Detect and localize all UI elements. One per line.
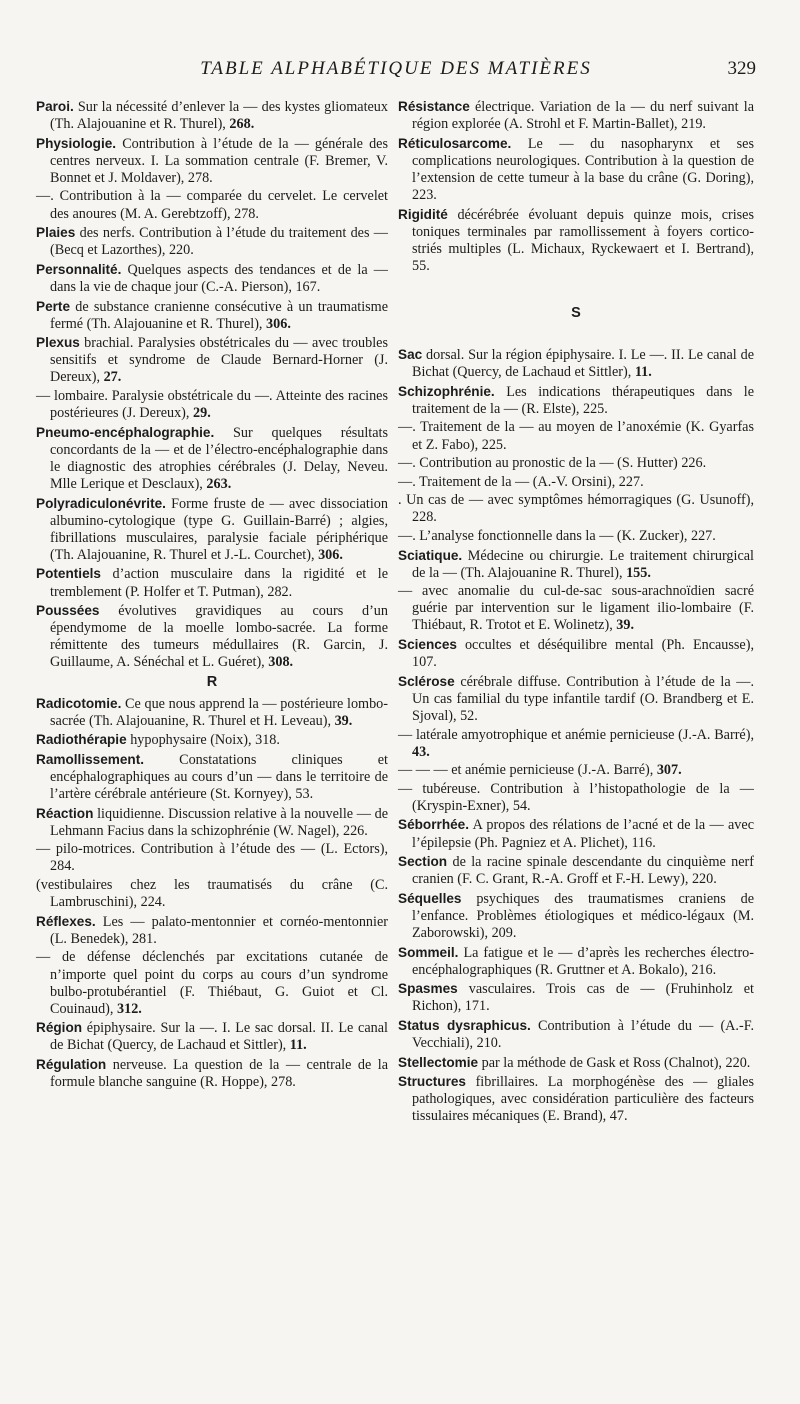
entry-keyword: Spasmes — [398, 981, 458, 997]
index-entry — [398, 816, 754, 851]
entry-text: — tubéreuse. Contribution à l’histopathologie de la — (Kryspin-Exner), 54. — [398, 780, 754, 814]
entry-text: —. L’analyse fonctionnelle dans la — (K. Zucker), 227. — [398, 527, 716, 544]
entry-keyword: Réticulosarcome. — [398, 135, 512, 151]
section-letter-s: S — [571, 304, 581, 321]
left-column — [36, 98, 388, 1093]
entry-text: — — — et anémie pernicieuse (J.-A. Barré), — [398, 762, 657, 779]
entry-text: décérébrée évoluant depuis quinze mois, crises toniques terminales par ramollissement à foyers cortico-striés multiples (L. Michaux, Ryckewaert et I. Bertrand), 55. — [412, 206, 754, 274]
entry-page-ref: 263. — [206, 475, 232, 492]
entry-keyword: Plaies — [36, 225, 76, 241]
index-entry — [398, 455, 754, 472]
index-entry — [398, 853, 754, 888]
entry-keyword: Sciatique. — [398, 547, 463, 563]
index-entry — [36, 913, 388, 948]
index-entry — [36, 695, 388, 730]
index-entry — [398, 980, 754, 1015]
entry-text: liquidienne. Discussion relative à la nouvelle — de Lehmann Facius dans la schizophrénie (W. Nagel), 226. — [50, 805, 388, 839]
index-entry — [36, 188, 388, 222]
entry-text: nerveuse. La question de la — centrale de la formule blanche sanguine (R. Hoppe), 278. — [50, 1056, 388, 1091]
entry-text: Quelques aspects des tendances et de la — dans la vie de chaque jour (C.-A. Pierson), 167. — [50, 261, 388, 295]
entry-text: — avec anomalie du cul-de-sac sous-arachnoïdien sacré guérie par intervention sur le ligament ilio-lombaire (F. Thiébaut, R. Trotot et E. Wolinetz), — [398, 583, 754, 634]
entry-text: des nerfs. Contribution à l’étude du traitement des — (Becq et Lazorthes), 220. — [50, 225, 388, 259]
index-entry — [398, 781, 754, 815]
entry-text: occultes et déséquilibre mental (Ph. Encausse), 107. — [412, 637, 754, 671]
entries-s — [398, 346, 754, 1126]
index-entry — [398, 1073, 754, 1125]
entry-keyword: Radicotomie. — [36, 695, 122, 711]
entry-text: —. Contribution au pronostic de la — (S. Hutter) 226. — [398, 455, 707, 472]
entry-text: Le — du nasopharynx et ses complications neurologiques. Contribution à la question de l’extension de cette tumeur à la base du crâne (G. Doring), 223. — [412, 135, 754, 203]
entry-text: épiphysaire. Sur la —. I. Le sac dorsal. II. Le canal de Bichat (Quercy, de Lachaud et Sittler), — [50, 1020, 388, 1054]
entry-text: Les — palato-mentonnier et cornéo-mentonnier (L. Benedek), 281. — [50, 913, 388, 947]
entry-text: cérébrale diffuse. Contribution à l’étude de la —. Un cas familial du type infantile tardif (O. Brandberg et E. Sjoval), 52. — [412, 673, 754, 724]
entry-text: brachial. Paralysies obstétricales du — avec troubles sensitifs et syndrome de Claude Bernard-Horner (J. Dereux), — [50, 335, 388, 386]
entries-r-right — [398, 98, 754, 275]
entry-keyword: Status dysraphicus. — [398, 1018, 531, 1033]
entry-keyword: Régulation — [36, 1056, 107, 1072]
index-entry — [36, 877, 388, 911]
entry-keyword: Rigidité — [398, 206, 448, 222]
entry-text: Sur quelques résultats concordants de la — et de l’électro-encéphalographie dans le diagnostic des atrophies cérébrales (J. Delay, Neveu. Mlle Lerique et Desclaux), — [50, 424, 388, 492]
index-entry — [398, 135, 754, 204]
entry-page-ref: 308. — [268, 654, 294, 671]
entry-text: Les indications thérapeutiques dans le traitement de la — (R. Elste), 225. — [412, 383, 754, 417]
entry-page-ref: 306. — [318, 546, 343, 563]
entry-keyword: Plexus — [36, 335, 80, 351]
entry-text: Ce que nous apprend la — postérieure lombo-sacrée (Th. Alajouanine, R. Thurel et H. Leveau), — [50, 695, 388, 729]
index-entry — [398, 474, 754, 491]
index-entry — [398, 98, 754, 133]
index-entry — [36, 602, 388, 671]
page-header — [36, 58, 756, 88]
index-entry — [398, 890, 754, 942]
entry-text: — de défense déclenchés par excitations cutanée de n’importe quel point du corps au cours d’un syndrome bulbo-protubérantiel (F. Thiébaut, G. Guiot et Cl. Couinaud), — [36, 949, 388, 1017]
entry-keyword: Section — [398, 854, 448, 870]
index-entry — [36, 731, 388, 749]
entry-keyword: Réflexes. — [36, 913, 96, 929]
entries-r-left — [36, 695, 388, 1092]
entry-page-ref: 312. — [117, 1000, 142, 1017]
entry-page-ref: 11. — [634, 364, 652, 381]
entry-keyword: Personnalité. — [36, 261, 122, 277]
index-entry — [36, 424, 388, 493]
entry-page-ref: 268. — [229, 116, 255, 133]
index-entry — [36, 298, 388, 333]
entries-p — [36, 98, 388, 672]
entry-text: . Un cas de — avec symptômes hémorragiques (G. Usunoff), 228. — [398, 492, 754, 526]
entry-keyword: Résistance — [398, 99, 470, 114]
entry-text: —. Traitement de la — au moyen de l’anoxémie (K. Gyarfas et Z. Fabo), 225. — [398, 419, 754, 453]
index-entry — [36, 841, 388, 875]
index-entry — [36, 135, 388, 187]
entry-text: —. Contribution à la — comparée du cervelet. Le cervelet des anoures (M. A. Gerebtzoff), 278. — [36, 188, 388, 222]
entry-keyword: Ramollissement. — [36, 751, 145, 767]
entry-keyword: Radiothérapie — [36, 732, 127, 748]
index-entry — [398, 547, 754, 582]
entry-text: — pilo-motrices. Contribution à l’étude des — (L. Ectors), 284. — [36, 841, 388, 875]
entry-text: Contribution à l’étude de la — générale des centres nerveux. I. La sommation centrale (F. Bremer, V. Bonnet et J. Moldaver), 278. — [50, 135, 388, 186]
index-entry — [36, 495, 388, 564]
entry-page-ref: 307. — [656, 762, 682, 779]
entry-page-ref: 155. — [626, 564, 651, 581]
entry-text: Médecine ou chirurgie. Le traitement chirurgical de la — (Th. Alajouanine R. Thurel), — [412, 547, 754, 581]
entry-keyword: Perte — [36, 298, 71, 314]
entry-keyword: Réaction — [36, 805, 94, 821]
right-column — [398, 98, 754, 1127]
entry-text: Sur la nécessité d’enlever la — des kystes gliomateux (Th. Alajouanine et R. Thurel), — [50, 99, 388, 133]
index-entry — [398, 762, 754, 779]
index-entry — [36, 751, 388, 803]
index-entry — [36, 949, 388, 1017]
index-entry — [398, 727, 754, 761]
index-entry — [36, 565, 388, 600]
entry-keyword: Pneumo-encéphalographie. — [36, 424, 215, 440]
page-number: 329 — [727, 58, 756, 79]
index-entry — [398, 583, 754, 634]
entry-text: fibrillaires. La morphogénèse des — gliales pathologiques, avec considération particulière des facteurs tissulaires mécaniques (E. Brand), 47. — [412, 1074, 754, 1125]
entry-page-ref: 29. — [193, 405, 211, 422]
section-letter-r: R — [206, 673, 218, 690]
entry-keyword: Stellectomie — [398, 1054, 479, 1070]
entry-text: Contribution à l’étude du — (A.-F. Vecchiali), 210. — [412, 1018, 754, 1052]
index-entry — [398, 636, 754, 671]
entry-text: vasculaires. Trois cas de — (Fruhinholz et Richon), 171. — [412, 981, 754, 1015]
index-entry — [36, 98, 388, 133]
entry-keyword: Sommeil. — [398, 944, 459, 960]
entry-keyword: Structures — [398, 1074, 466, 1090]
entry-text: électrique. Variation de la — du nerf suivant la région explorée (A. Strohl et F. Martin-Ballet), 219. — [412, 99, 754, 133]
entry-text: La fatigue et le — d’après les recherches électro-encéphalographiques (R. Gruttner et A. Bokalo), 216. — [412, 944, 754, 978]
index-entry — [36, 805, 388, 840]
index-entry — [398, 346, 754, 381]
index-entry — [398, 492, 754, 526]
index-entry — [398, 528, 754, 545]
entry-page-ref: 27. — [103, 369, 122, 386]
entry-text: — latérale amyotrophique et anémie pernicieuse (J.-A. Barré), — [398, 726, 754, 743]
index-entry — [36, 1019, 388, 1054]
entry-page-ref: 306. — [266, 315, 291, 332]
entry-keyword: Potentiels — [36, 566, 101, 582]
index-entry — [398, 1017, 754, 1052]
index-entry — [398, 206, 754, 275]
entry-text: évolutives gravidiques au cours d’un épendymome de la moelle lombo-sacrée. La forme rémittente des tumeurs médullaires (R. Garcin, J. Guillaume, A. Sénéchal et L. Guéret), — [50, 603, 388, 671]
entry-page-ref: 11. — [289, 1037, 307, 1054]
entry-page-ref: 39. — [334, 712, 353, 729]
entry-text: de la racine spinale descendante du cinquième nerf cranien (F. C. Grant, R.-A. Groff et F.-H. Lewy), 220. — [412, 854, 754, 888]
entry-text: (vestibulaires chez les traumatisés du crâne (C. Lambruschini), 224. — [36, 877, 388, 911]
entry-text: par la méthode de Gask et Ross (Chalnot), 220. — [478, 1054, 751, 1071]
index-entry — [398, 673, 754, 725]
entry-keyword: Sclérose — [398, 673, 455, 689]
entry-keyword: Schizophrénie. — [398, 383, 495, 399]
index-entry — [398, 944, 754, 979]
entry-keyword: Poussées — [36, 603, 100, 619]
entry-keyword: Physiologie. — [36, 135, 117, 151]
index-entry — [36, 224, 388, 259]
entry-keyword: Région — [36, 1020, 83, 1036]
entry-text: A propos des rélations de l’acné et de la — avec l’épilepsie (Ph. Pagniez et A. Plichet), 116. — [412, 817, 754, 851]
entry-text: Constatations cliniques et encéphalographiques au cours d’un — dans le territoire de l’artère cérébrale antérieure (St. Kornyey), 53. — [50, 751, 388, 803]
entry-page-ref: 39. — [616, 617, 635, 634]
entry-keyword: Paroi. — [36, 99, 74, 114]
index-entry — [398, 383, 754, 418]
entry-page-ref: 43. — [412, 743, 430, 760]
index-entry — [36, 334, 388, 386]
entry-keyword: Séborrhée. — [398, 817, 470, 833]
entry-text: Forme fruste de — avec dissociation albumino-cytologique (type G. Guillain-Barré) ; algies, fibrillations musculaires, paralysie faciale périphérique (Th. Alajouanine, R. Thurel et J.-L. Courchet), — [50, 495, 388, 563]
entry-keyword: Sciences — [398, 637, 457, 653]
index-entry — [36, 261, 388, 296]
running-title: TABLE ALPHABÉTIQUE DES MATIÈRES — [200, 58, 592, 79]
entry-text: de substance cranienne consécutive à un traumatisme fermé (Th. Alajouanine et R. Thurel), — [50, 298, 388, 332]
entry-text: d’action musculaire dans la rigidité et le tremblement (P. Holfer et T. Putman), 282. — [50, 566, 388, 600]
entry-keyword: Polyradiculonévrite. — [36, 495, 166, 511]
entry-keyword: Sac — [398, 347, 423, 363]
entry-text: psychiques des traumatismes craniens de l’enfance. Problèmes étiologiques et médico-légaux (M. Zaborowski), 209. — [412, 890, 754, 942]
index-entry — [36, 1056, 388, 1091]
entry-text: —. Traitement de la — (A.-V. Orsini), 227. — [398, 473, 644, 490]
entry-keyword: Séquelles — [398, 890, 462, 906]
index-entry — [36, 388, 388, 422]
index-entry — [398, 1054, 754, 1072]
entry-text: hypophysaire (Noix), 318. — [126, 732, 280, 749]
entry-text: — lombaire. Paralysie obstétricale du —. Atteinte des racines postérieures (J. Dereux), — [36, 388, 388, 422]
index-entry — [398, 419, 754, 453]
entry-text: dorsal. Sur la région épiphysaire. I. Le —. II. Le canal de Bichat (Quercy, de Lachaud et Sittler), — [412, 347, 754, 381]
